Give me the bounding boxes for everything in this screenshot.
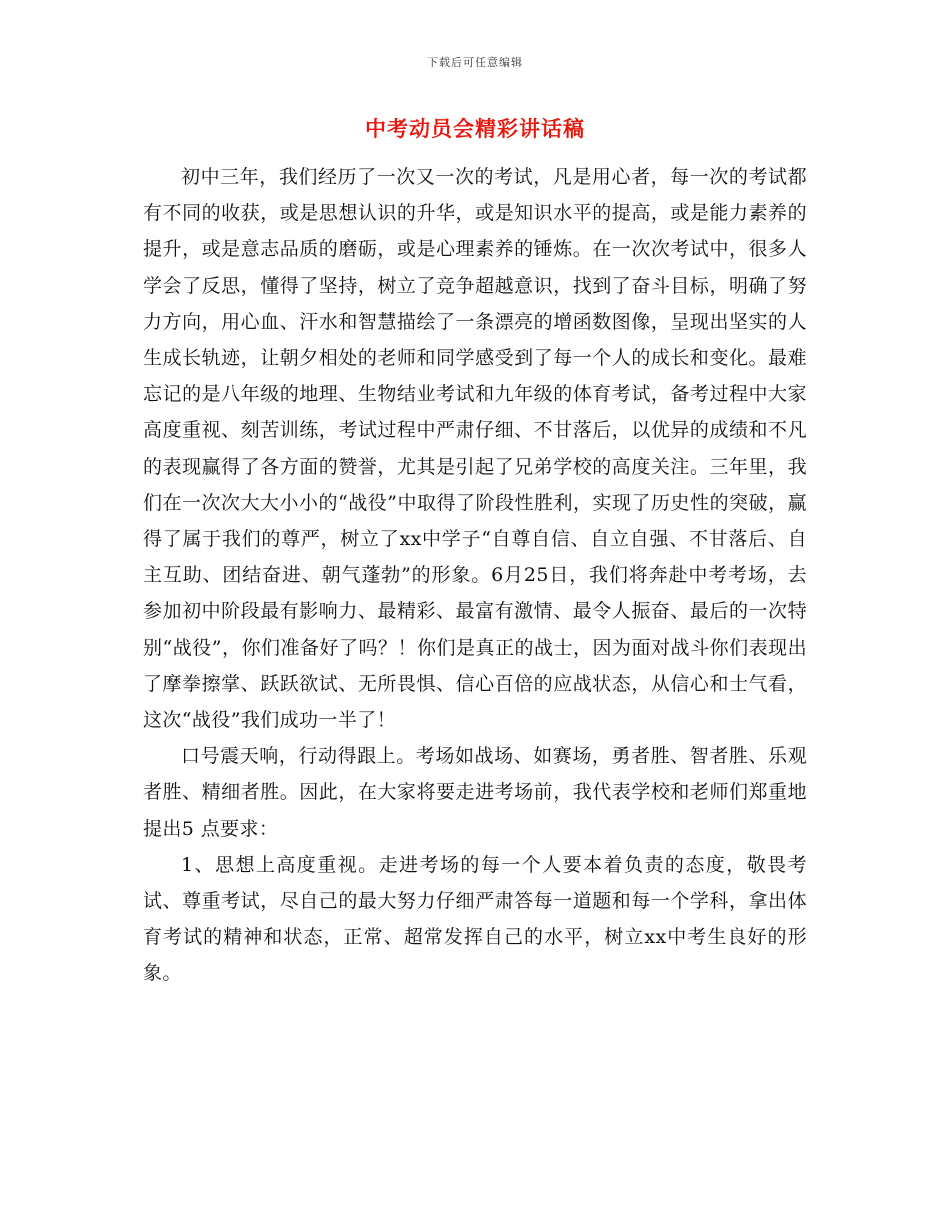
paragraph: 初中三年，我们经历了一次又一次的考试，凡是用心者，每一次的考试都有不同的收获，或是思想认识的升华，或是知识水平的提高，或是能力素养的提升，或是意志品质的磨砺，或是心理素养的锤炼。在一次次考试中，很多人学会了反思，懂得了坚持，树立了竞争超越意识，找到了奋斗目标，明确了努力方向，用心血、汗水和智慧描绘了一条漂亮的增函数图像，呈现出坚实的人生成长轨迹，让朝夕相处的老师和同学感受到了每一个人的成长和变化。最难忘记的是八年级的地理、生物结业考试和九年级的体育考试，备考过程中大家高度重视、刻苦训练，考试过程中严肃仔细、不甘落后，以优异的成绩和不凡的表现赢得了各方面的赞誉，尤其是引起了兄弟学校的高度关注。三年里，我们在一次次大大小小的“战役”中取得了阶段性胜利，实现了历史性的突破，赢得了属于我们的尊严，树立了xx中学子“自尊自信、自立自强、不甘落后、自主互助、团结奋进、朝气蓬勃”的形象。6月25日，我们将奔赴中考考场，去参加初中阶段最有影响力、最精彩、最富有激情、最令人振奋、最后的一次特别“战役”，你们准备好了吗？！你们是真正的战士，因为面对战斗你们表现出了摩拳擦掌、跃跃欲试、无所畏惧、信心百倍的应战状态，从信心和士气看，这次“战役”我们成功一半了！ [143, 166, 807, 732]
header-note: 下载后可任意编辑 [427, 56, 523, 69]
document-title: 中考动员会精彩讲话稿 [365, 116, 585, 141]
paragraph: 1、思想上高度重视。走进考场的每一个人要本着负责的态度，敬畏考试、尊重考试，尽自己的最大努力仔细严肃答每一道题和每一个学科，拿出体育考试的精神和状态，正常、超常发挥自己的水平，树立xx中考生良好的形象。 [143, 853, 807, 985]
document-body [143, 159, 807, 992]
paragraph: 口号震天响，行动得跟上。考场如战场、如赛场，勇者胜、智者胜、乐观者胜、精细者胜。因此，在大家将要走进考场前，我代表学校和老师们郑重地提出5 点要求： [143, 745, 807, 840]
